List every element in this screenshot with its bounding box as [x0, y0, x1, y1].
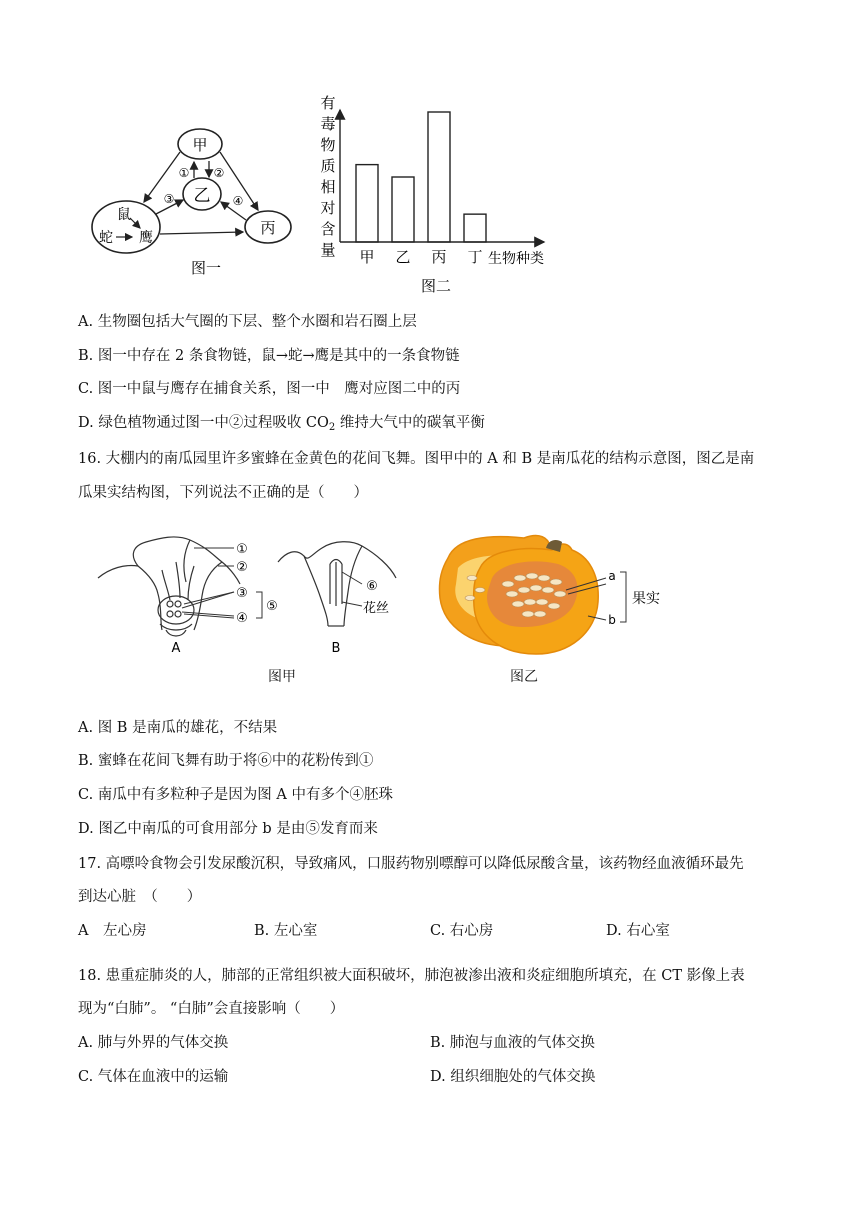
node-yi: 乙	[193, 186, 211, 206]
q16-option-a: A. 图 B 是南瓜的雄花，不结果	[78, 720, 278, 736]
q18-option-b: B. 肺泡与血液的气体交换	[430, 1035, 595, 1051]
x-tick-label-2: 丙	[431, 248, 447, 266]
marker-flower-4: ④	[236, 611, 248, 626]
x-tick-label-0: 甲	[359, 248, 375, 266]
flower-a-drawing	[98, 537, 240, 636]
ylabel-char-6: 含	[320, 220, 336, 238]
q17-stem-line1: 17. 高嘌呤食物会引发尿酸沉积，导致痛风，口服药物别嘌醇可以降低尿酸含量，该药物经血液循环最先	[78, 856, 744, 872]
q15-option-c: C. 图一中鼠与鹰存在捕食关系，图一中 鹰对应图二中的丙	[78, 381, 461, 397]
q18-option-a: A. 肺与外界的气体交换	[78, 1035, 229, 1051]
figure2-xlabel: 生物种类	[488, 251, 544, 267]
ylabel-char-4: 相	[320, 178, 336, 196]
marker-flower-5: ⑤	[266, 599, 278, 614]
bars-group	[356, 112, 486, 242]
figure-yi-pumpkin	[428, 528, 678, 658]
flower-a-label: A	[171, 641, 181, 656]
ticks-group	[359, 248, 482, 266]
flower-b-leaders	[342, 572, 362, 606]
q18-option-c: C. 气体在血液中的运输	[78, 1069, 229, 1085]
q16-stem-line2: 瓜果实结构图，下列说法不正确的是（ ）	[78, 485, 368, 501]
q18-option-d: D. 组织细胞处的气体交换	[430, 1069, 596, 1085]
caption-yi: 图乙	[510, 669, 538, 685]
pumpkin-label-a: a	[608, 569, 616, 583]
bar-0	[356, 165, 378, 242]
q15-option-a: A. 生物圈包括大气圈的下层、整个水圈和岩石圈上层	[78, 314, 417, 330]
figure2-caption: 图二	[420, 277, 452, 295]
marker-flower-3: ③	[236, 586, 248, 601]
q18-stem-line2: 现为“白肺”。 “白肺”会直接影响（ ）	[78, 1001, 345, 1017]
flower-b-label: B	[331, 641, 341, 656]
marker-4: ④	[232, 194, 244, 208]
ylabel-char-0: 有	[320, 94, 336, 112]
node-shu: 鼠	[117, 207, 131, 223]
node-ying: 鹰	[139, 230, 153, 246]
q17-option-a: A 左心房	[78, 923, 147, 939]
q15-option-b: B. 图一中存在 2 条食物链，鼠→蛇→鹰是其中的一条食物链	[78, 348, 460, 364]
node-jia: 甲	[192, 136, 208, 154]
node-she: 蛇	[99, 230, 113, 246]
figure2-bar-chart	[318, 88, 558, 296]
q16-stem-line1: 16. 大棚内的南瓜园里许多蜜蜂在金黄色的花间飞舞。图甲中的 A 和 B 是南瓜花的结构示意图，图乙是南	[78, 451, 755, 467]
q17-stem-line2: 到达心脏 （ ）	[78, 889, 202, 905]
q17-option-b: B. 左心室	[254, 923, 318, 939]
q17-option-c: C. 右心房	[430, 923, 494, 939]
q18-stem-line1: 18. 患重症肺炎的人，肺部的正常组织被大面积破坏，肺泡被渗出液和炎症细胞所填充，在 CT 影像上表	[78, 968, 745, 984]
ylabel-char-1: 毒	[320, 115, 336, 133]
ylabel-char-7: 量	[320, 241, 336, 259]
bar-2	[428, 112, 450, 242]
ylabel-char-5: 对	[320, 199, 336, 217]
q17-option-d: D. 右心室	[606, 923, 670, 939]
bar-3	[464, 214, 486, 242]
ylabel-char-3: 质	[320, 157, 336, 175]
q16-option-c: C. 南瓜中有多粒种子是因为图 A 中有多个④胚珠	[78, 787, 393, 803]
figure1-food-web	[86, 124, 302, 284]
bar-1	[392, 177, 414, 242]
q15-option-d: D. 绿色植物通过图一中②过程吸收 $CO_2$ 维持大气中的碳氧平衡	[78, 415, 485, 433]
caption-jia: 图甲	[268, 669, 296, 685]
marker-2: ②	[213, 166, 225, 180]
marker-flower-2: ②	[236, 560, 248, 575]
q16-option-d: D. 图乙中南瓜的可食用部分 b 是由⑤发育而来	[78, 821, 378, 837]
filament-label: 花丝	[362, 601, 390, 616]
figure1-caption: 图一	[190, 259, 222, 277]
marker-flower-1: ①	[236, 542, 248, 557]
marker-flower-6: ⑥	[366, 579, 378, 594]
figure-jia-flowers	[90, 526, 410, 660]
x-tick-label-3: 丁	[467, 248, 483, 266]
node-bing: 丙	[260, 219, 276, 237]
ylabel-char-2: 物	[320, 136, 336, 154]
x-tick-label-1: 乙	[395, 248, 411, 266]
marker-1: ①	[178, 166, 190, 180]
fruit-label: 果实	[632, 591, 660, 607]
pumpkin-label-b: b	[608, 613, 616, 627]
q16-option-b: B. 蜜蜂在花间飞舞有助于将⑥中的花粉传到①	[78, 753, 374, 769]
marker-3: ③	[163, 192, 175, 206]
